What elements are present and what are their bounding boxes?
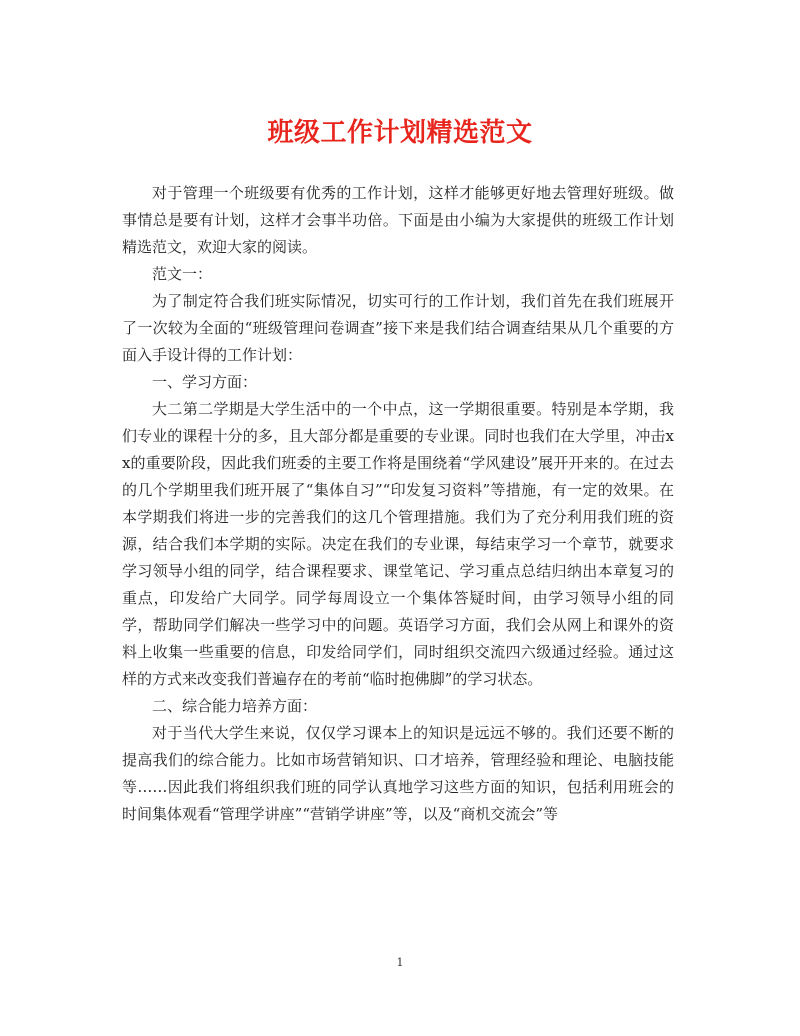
section-heading-sample-one: 范文一：	[152, 265, 213, 283]
study-paragraph: 大二第二学期是大学生活中的一个中点，这一学期很重要。特别是本学期，我们专业的课程十分的多，且大部分都是重要的专业课。同时也我们在大学里，冲击xx的重要阶段，因此我们班委的主要工作将是围绕着“学风建设”展开开来的。在过去的几个学期里我们班开展了“集体自习”“印发复习资料”等措施，有一定的效果。在本学期我们将进一步的完善我们的这几个管理措施。我们为了充分利用我们班的资源，结合我们本学期的实际。决定在我们的专业课，每结束学习一个章节，就要求学习领导小组的同学，结合课程要求、课堂笔记、学习重点总结归纳出本章复习的重点，印发给广大同学。同学每周设立一个集体答疑时间，由学习领导小组的同学，帮助同学们解决一些学习中的问题。英语学习方面，我们会从网上和课外的资料上收集一些重要的信息，印发给同学们，同时组织交流四六级通过经验。通过这样的方式来改变我们普遍存在的考前“临时抱佛脚”的学习状态。	[122, 400, 674, 688]
intro-paragraph: 对于管理一个班级要有优秀的工作计划，这样才能够更好地去管理好班级。做事情总是要有计划，这样才会事半功倍。下面是由小编为大家提供的班级工作计划精选范文，欢迎大家的阅读。	[122, 184, 674, 256]
document-title: 班级工作计划精选范文	[267, 118, 533, 148]
section-heading-study: 一、学习方面：	[152, 373, 258, 391]
document-body	[122, 180, 674, 828]
page-number: 1	[396, 956, 404, 969]
plan-intro-paragraph: 为了制定符合我们班实际情况，切实可行的工作计划，我们首先在我们班展开了一次较为全面的“班级管理问卷调查”接下来是我们结合调查结果从几个重要的方面入手设计得的工作计划：	[122, 292, 674, 364]
section-heading-ability: 二、综合能力培养方面：	[152, 697, 318, 715]
ability-paragraph: 对于当代大学生来说，仅仅学习课本上的知识是远远不够的。我们还要不断的提高我们的综合能力。比如市场营销知识、口才培养，管理经验和理论、电脑技能等……因此我们将组织我们班的同学认真地学习这些方面的知识，包括利用班会的时间集体观看“管理学讲座”“营销学讲座”等，以及“商机交流会”等	[122, 724, 674, 823]
